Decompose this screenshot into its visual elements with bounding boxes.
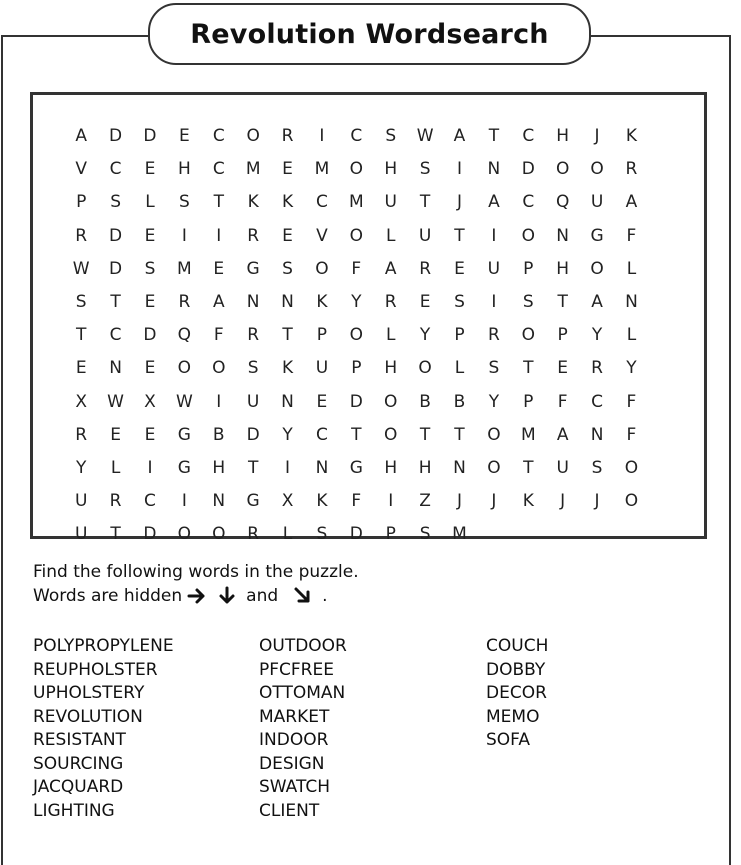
grid-letter: B — [419, 391, 431, 412]
grid-letter: Q — [177, 325, 192, 346]
grid-letter: G — [177, 424, 191, 445]
grid-letter: F — [351, 258, 362, 279]
grid-letter: N — [487, 159, 501, 180]
grid-letter: E — [178, 126, 190, 146]
grid-letter: E — [144, 159, 156, 180]
grid-letter: E — [144, 225, 156, 246]
grid-letter: S — [75, 291, 87, 312]
grid-letter: U — [590, 192, 604, 213]
grid-letter: N — [246, 291, 260, 312]
grid-letter: Z — [419, 491, 431, 512]
grid-letter: T — [351, 424, 362, 445]
word-list-item: LIGHTING — [33, 800, 115, 821]
grid-letter: N — [556, 225, 570, 246]
grid-letter: H — [556, 126, 570, 146]
grid-letter: O — [487, 457, 501, 478]
grid-letter: X — [281, 491, 294, 512]
word-list-item: OTTOMAN — [259, 683, 346, 703]
grid-letter: C — [109, 159, 122, 180]
grid-letter: O — [521, 325, 535, 346]
grid-letter: S — [247, 358, 259, 379]
grid-letter: S — [591, 457, 603, 478]
grid-letter: T — [557, 291, 568, 312]
grid-letter: R — [247, 325, 260, 346]
grid-letter: S — [282, 258, 293, 279]
grid-letter: D — [143, 524, 157, 545]
instructions-end: . — [322, 586, 328, 606]
grid-letter: O — [624, 491, 639, 512]
grid-letter: U — [384, 192, 397, 213]
grid-letter: P — [454, 325, 465, 346]
grid-letter: E — [316, 391, 328, 412]
grid-letter: I — [285, 457, 291, 478]
grid-letter: D — [521, 159, 535, 180]
grid-letter: C — [144, 491, 156, 512]
grid-letter: H — [384, 457, 398, 478]
grid-letter: T — [488, 126, 500, 146]
grid-letter: F — [626, 391, 637, 412]
grid-letter: I — [216, 391, 222, 412]
grid-letter: Y — [351, 291, 362, 312]
grid-letter: Y — [488, 391, 500, 412]
grid-letter: H — [212, 457, 226, 478]
instructions — [33, 560, 359, 608]
word-list-item: SWATCH — [259, 777, 331, 797]
instructions-line-1: Find the following words in the puzzle. — [33, 562, 359, 582]
grid-letter: R — [109, 491, 122, 512]
word-list-column-2 — [259, 635, 347, 823]
grid-letter: S — [385, 126, 397, 146]
grid-letter: A — [212, 291, 225, 312]
grid-letter: C — [212, 159, 225, 180]
word-list-item: RESISTANT — [33, 730, 126, 750]
grid-letter: W — [107, 391, 124, 412]
grid-letter: J — [560, 491, 566, 512]
grid-letter: T — [523, 457, 534, 478]
grid-letter: X — [144, 391, 156, 412]
grid-letter: N — [453, 457, 466, 478]
grid-letter: C — [315, 424, 328, 445]
grid-letter: Y — [626, 358, 637, 379]
grid-letter: I — [216, 225, 222, 246]
grid-letter: H — [177, 159, 191, 180]
letter-grid — [64, 120, 649, 551]
grid-letter: L — [145, 192, 155, 213]
grid-letter: F — [626, 424, 637, 445]
grid-letter: O — [590, 159, 604, 180]
grid-letter: P — [351, 358, 362, 379]
grid-letter: D — [143, 126, 157, 146]
grid-letter: I — [491, 291, 497, 312]
word-list-item: UPHOLSTERY — [33, 683, 145, 703]
word-list-item: INDOOR — [259, 730, 329, 750]
word-list-item: REVOLUTION — [33, 706, 143, 727]
word-list-item: PFCFREE — [259, 659, 334, 680]
grid-letter: R — [75, 225, 88, 246]
grid-letter: K — [316, 291, 328, 312]
grid-letter: P — [385, 524, 396, 545]
grid-letter: O — [418, 358, 432, 379]
grid-letter: K — [522, 491, 534, 512]
arrow-down-icon — [216, 586, 238, 606]
grid-letter: P — [316, 325, 328, 346]
grid-letter: S — [522, 291, 534, 312]
grid-letter: O — [212, 524, 226, 545]
word-list-item: MARKET — [259, 706, 330, 727]
grid-letter: L — [626, 325, 637, 346]
grid-letter: D — [109, 126, 123, 146]
grid-letter: Y — [76, 457, 87, 478]
word-list-item: DESIGN — [259, 753, 325, 774]
grid-letter: G — [246, 491, 260, 512]
grid-letter: P — [76, 192, 87, 213]
grid-letter: M — [520, 424, 536, 445]
grid-letter: O — [212, 358, 226, 379]
grid-letter: E — [144, 424, 156, 445]
grid-letter: J — [594, 126, 600, 146]
grid-letter: W — [175, 391, 193, 412]
grid-letter: T — [110, 291, 121, 312]
grid-letter: O — [349, 325, 364, 346]
grid-letter: R — [247, 225, 260, 246]
instructions-line-2 — [33, 584, 359, 608]
grid-letter: T — [247, 457, 259, 478]
grid-letter: E — [144, 291, 156, 312]
grid-letter: E — [419, 291, 431, 312]
grid-letter: T — [419, 424, 431, 445]
grid-letter: Q — [555, 192, 570, 213]
grid-letter: S — [419, 159, 431, 180]
grid-letter: R — [247, 524, 260, 545]
grid-letter: O — [624, 457, 639, 478]
grid-letter: Y — [419, 325, 431, 346]
grid-letter: S — [144, 258, 156, 279]
grid-letter: D — [109, 225, 123, 246]
grid-letter: F — [351, 491, 362, 512]
grid-letter: H — [384, 159, 398, 180]
grid-letter: M — [348, 192, 364, 213]
grid-letter: L — [385, 225, 396, 246]
grid-letter: E — [144, 358, 156, 379]
grid-letter: U — [74, 491, 88, 512]
grid-letter: O — [555, 159, 570, 180]
grid-letter: N — [590, 424, 604, 445]
instructions-and: and — [246, 586, 279, 606]
grid-letter: I — [456, 159, 462, 180]
grid-letter: H — [384, 358, 398, 379]
grid-letter: V — [75, 159, 88, 180]
arrow-down-right-icon — [292, 586, 314, 606]
grid-letter: E — [282, 159, 293, 180]
grid-letter: N — [281, 291, 294, 312]
grid-letter: U — [556, 457, 569, 478]
grid-letter: T — [282, 325, 293, 346]
word-list-column-3 — [486, 635, 548, 753]
grid-letter: M — [314, 159, 330, 180]
grid-letter: O — [177, 524, 192, 545]
grid-letter: P — [557, 325, 568, 346]
grid-letter: M — [177, 258, 192, 279]
word-list-item: COUCH — [486, 636, 549, 656]
grid-letter: T — [213, 192, 224, 213]
grid-letter: E — [110, 424, 121, 445]
grid-letter: T — [454, 424, 465, 445]
grid-letter: M — [452, 524, 467, 545]
grid-letter: E — [282, 225, 293, 246]
grid-letter: R — [75, 424, 88, 445]
word-list-item: REUPHOLSTER — [33, 659, 158, 680]
grid-letter: W — [416, 126, 434, 146]
word-list-item: SOURCING — [33, 753, 124, 774]
grid-letter: L — [282, 524, 293, 545]
grid-letter: X — [75, 391, 88, 412]
grid-letter: H — [556, 258, 570, 279]
grid-letter: U — [74, 524, 88, 545]
grid-letter: F — [626, 225, 637, 246]
grid-letter: B — [453, 391, 466, 412]
grid-letter: C — [109, 325, 122, 346]
grid-letter: U — [487, 258, 501, 279]
grid-letter: R — [281, 126, 294, 146]
grid-letter: K — [625, 126, 638, 146]
grid-letter: K — [247, 192, 259, 213]
word-list-item: MEMO — [486, 706, 540, 727]
word-list-item: SOFA — [486, 730, 531, 750]
grid-letter: C — [315, 192, 328, 213]
grid-letter: E — [75, 358, 87, 379]
grid-letter: T — [76, 325, 87, 346]
grid-letter: P — [523, 258, 534, 279]
grid-letter: I — [181, 491, 187, 512]
grid-letter: L — [454, 358, 465, 379]
grid-letter: N — [625, 291, 638, 312]
grid-letter: N — [109, 358, 122, 379]
word-list-item: DOBBY — [486, 659, 546, 680]
grid-letter: F — [213, 325, 224, 346]
grid-letter: T — [454, 225, 465, 246]
grid-letter: I — [491, 225, 497, 246]
grid-letter: J — [491, 491, 497, 512]
grid-letter: O — [384, 391, 398, 412]
grid-letter: C — [591, 391, 603, 412]
grid-letter: L — [110, 457, 121, 478]
grid-letter: C — [522, 192, 535, 213]
grid-letter: F — [557, 391, 568, 412]
grid-letter: N — [281, 391, 294, 412]
grid-letter: A — [625, 192, 638, 213]
word-list-item: OUTDOOR — [259, 636, 347, 656]
instructions-prefix: Words are hidden — [33, 586, 183, 606]
grid-letter: S — [110, 192, 121, 213]
grid-letter: R — [419, 258, 431, 279]
grid-letter: O — [246, 126, 260, 146]
word-list-column-1 — [33, 635, 174, 823]
grid-letter: O — [590, 258, 604, 279]
grid-letter: T — [419, 192, 431, 213]
grid-letter: N — [212, 491, 226, 512]
word-list-item: POLYPROPYLENE — [33, 636, 174, 656]
grid-letter: P — [523, 391, 534, 412]
word-list-item: DECOR — [486, 683, 547, 703]
word-list-item: JACQUARD — [33, 777, 124, 797]
arrow-right-icon — [186, 586, 208, 606]
grid-letter: I — [388, 491, 394, 512]
grid-letter: A — [75, 126, 88, 146]
grid-letter: G — [349, 457, 363, 478]
grid-letter: R — [384, 291, 397, 312]
grid-letter: A — [556, 424, 569, 445]
grid-letter: O — [521, 225, 535, 246]
grid-letter: U — [418, 225, 432, 246]
grid-letter: W — [72, 258, 90, 279]
grid-letter: R — [178, 291, 191, 312]
grid-letter: J — [456, 491, 462, 512]
grid-letter: D — [349, 391, 363, 412]
grid-letter: G — [177, 457, 191, 478]
grid-letter: V — [316, 225, 328, 246]
grid-letter: S — [454, 291, 465, 312]
grid-letter: U — [315, 358, 329, 379]
grid-letter: H — [418, 457, 432, 478]
grid-letter: K — [281, 358, 294, 379]
grid-letter: S — [316, 524, 328, 545]
title-banner — [148, 3, 591, 65]
grid-letter: O — [177, 358, 192, 379]
grid-letter: I — [147, 457, 153, 478]
grid-letter: Y — [282, 424, 293, 445]
grid-letter: T — [110, 524, 121, 545]
grid-letter: I — [181, 225, 187, 246]
grid-letter: D — [246, 424, 260, 445]
grid-letter: R — [625, 159, 638, 180]
grid-letter: M — [245, 159, 261, 180]
grid-letter: B — [212, 424, 225, 445]
grid-letter: A — [384, 258, 397, 279]
grid-letter: E — [454, 258, 465, 279]
grid-letter: O — [487, 424, 501, 445]
grid-letter: J — [594, 491, 600, 512]
word-list-item: CLIENT — [259, 800, 320, 821]
grid-letter: O — [349, 225, 364, 246]
page-title: Revolution Wordsearch — [190, 18, 549, 50]
grid-letter: D — [109, 258, 123, 279]
grid-letter: D — [143, 325, 157, 346]
grid-letter: Y — [591, 325, 603, 346]
grid-letter: I — [319, 126, 325, 146]
grid-letter: E — [557, 358, 569, 379]
grid-letter: T — [523, 358, 534, 379]
grid-letter: C — [212, 126, 225, 146]
grid-letter: S — [178, 192, 190, 213]
grid-letter: A — [591, 291, 603, 312]
grid-letter: G — [590, 225, 604, 246]
grid-letter: L — [385, 325, 396, 346]
grid-letter: N — [315, 457, 329, 478]
grid-letter: L — [626, 258, 637, 279]
grid-letter: R — [487, 325, 500, 346]
grid-letter: E — [213, 258, 225, 279]
grid-letter: J — [456, 192, 462, 213]
grid-letter: R — [591, 358, 603, 379]
grid-letter: K — [316, 491, 328, 512]
grid-letter: O — [315, 258, 329, 279]
grid-letter: K — [281, 192, 294, 213]
grid-letter: G — [246, 258, 260, 279]
grid-letter: C — [522, 126, 535, 146]
grid-letter: A — [488, 192, 500, 213]
grid-letter: A — [453, 126, 466, 146]
grid-letter: S — [488, 358, 500, 379]
grid-letter: S — [419, 524, 431, 545]
grid-letter: O — [384, 424, 398, 445]
grid-letter: O — [349, 159, 364, 180]
grid-letter: U — [246, 391, 260, 412]
grid-letter: C — [350, 126, 363, 146]
grid-letter: D — [349, 524, 363, 545]
